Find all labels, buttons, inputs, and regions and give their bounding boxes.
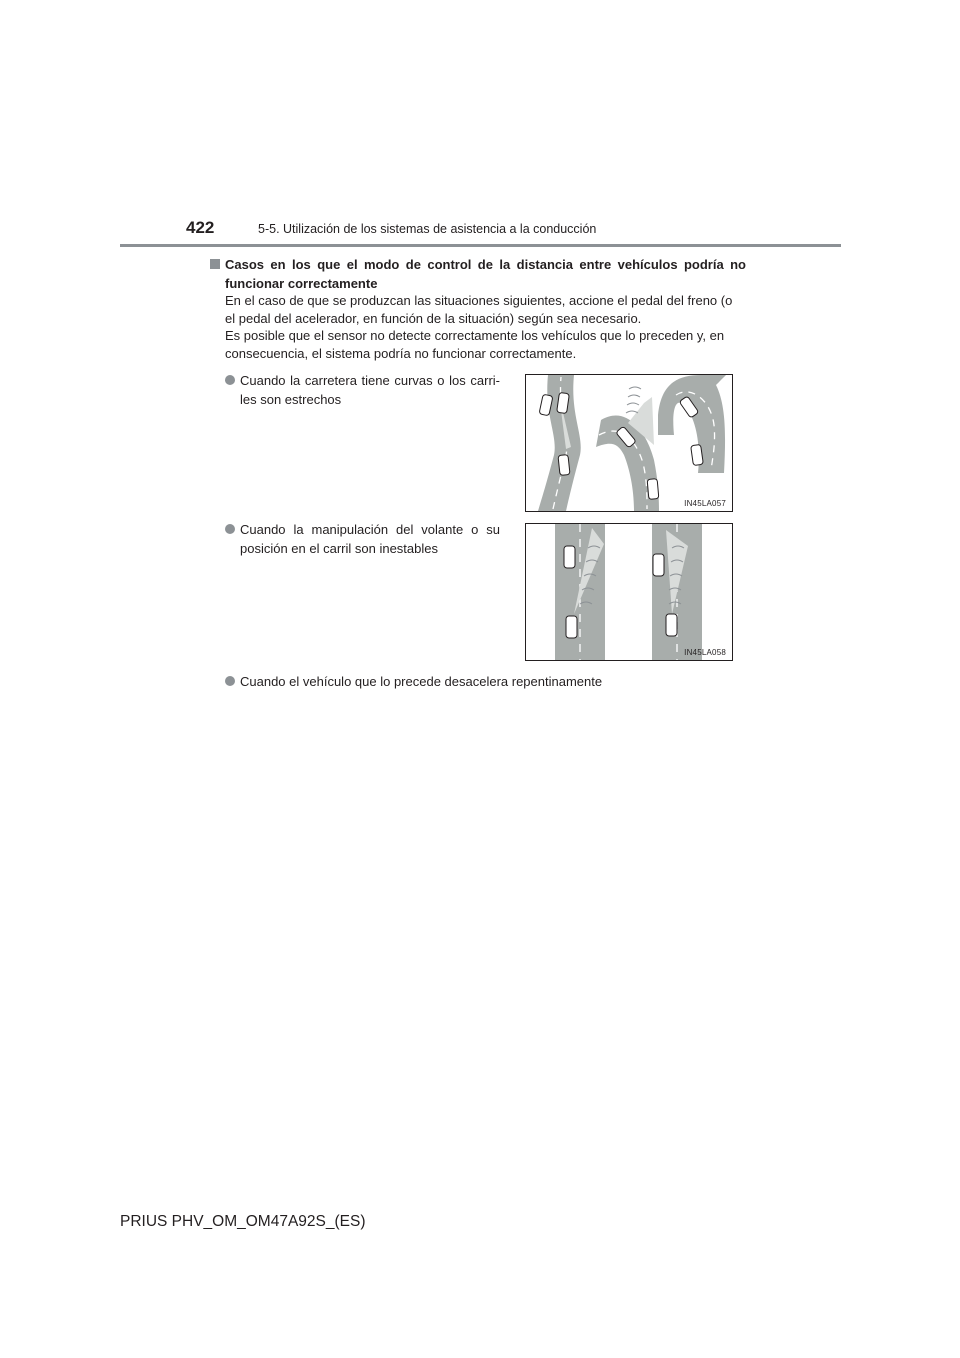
bullet-item [225,371,500,409]
round-bullet-icon [225,524,235,534]
bullet-text: Cuando la carretera tiene curvas o los carri-les son estrechos [240,373,500,407]
body-paragraph: En el caso de que se produzcan las situaciones siguientes, accione el pedal del freno (o el pedal del acelerador, en función de la situación) según sea necesario. [225,293,733,326]
section-heading-text: Casos en los que el modo de control de la distancia entre vehículos podría no funcionar correctamente [225,257,746,291]
section-heading [210,255,746,293]
bullet-item [225,520,500,558]
body-paragraph: Es posible que el sensor no detecte correctamente los vehículos que lo preceden y, en consecuencia, el sistema podría no funcionar correctamente. [225,328,725,361]
round-bullet-icon [225,375,235,385]
page-number: 422 [186,218,215,237]
curved-roads-figure [525,374,733,512]
square-bullet-icon [210,259,220,269]
bullet-text: Cuando la manipulación del volante o su posición en el carril son inestables [240,522,500,556]
body-text [225,292,745,362]
round-bullet-icon [225,676,235,686]
document-footer: PRIUS PHV_OM_OM47A92S_(ES) [120,1213,366,1230]
straight-lanes-figure [525,523,733,661]
figure-code: IN45LA058 [684,648,726,657]
section-title: 5-5. Utilización de los sistemas de asistencia a la conducción [258,222,597,236]
bullet-text: Cuando el vehículo que lo precede desacelera repentinamente [240,674,603,689]
figure-code: IN45LA057 [684,499,726,508]
curved-roads-illustration [526,375,732,511]
header-divider [120,244,841,247]
bullet-item [225,672,745,691]
straight-lanes-illustration [526,524,732,660]
